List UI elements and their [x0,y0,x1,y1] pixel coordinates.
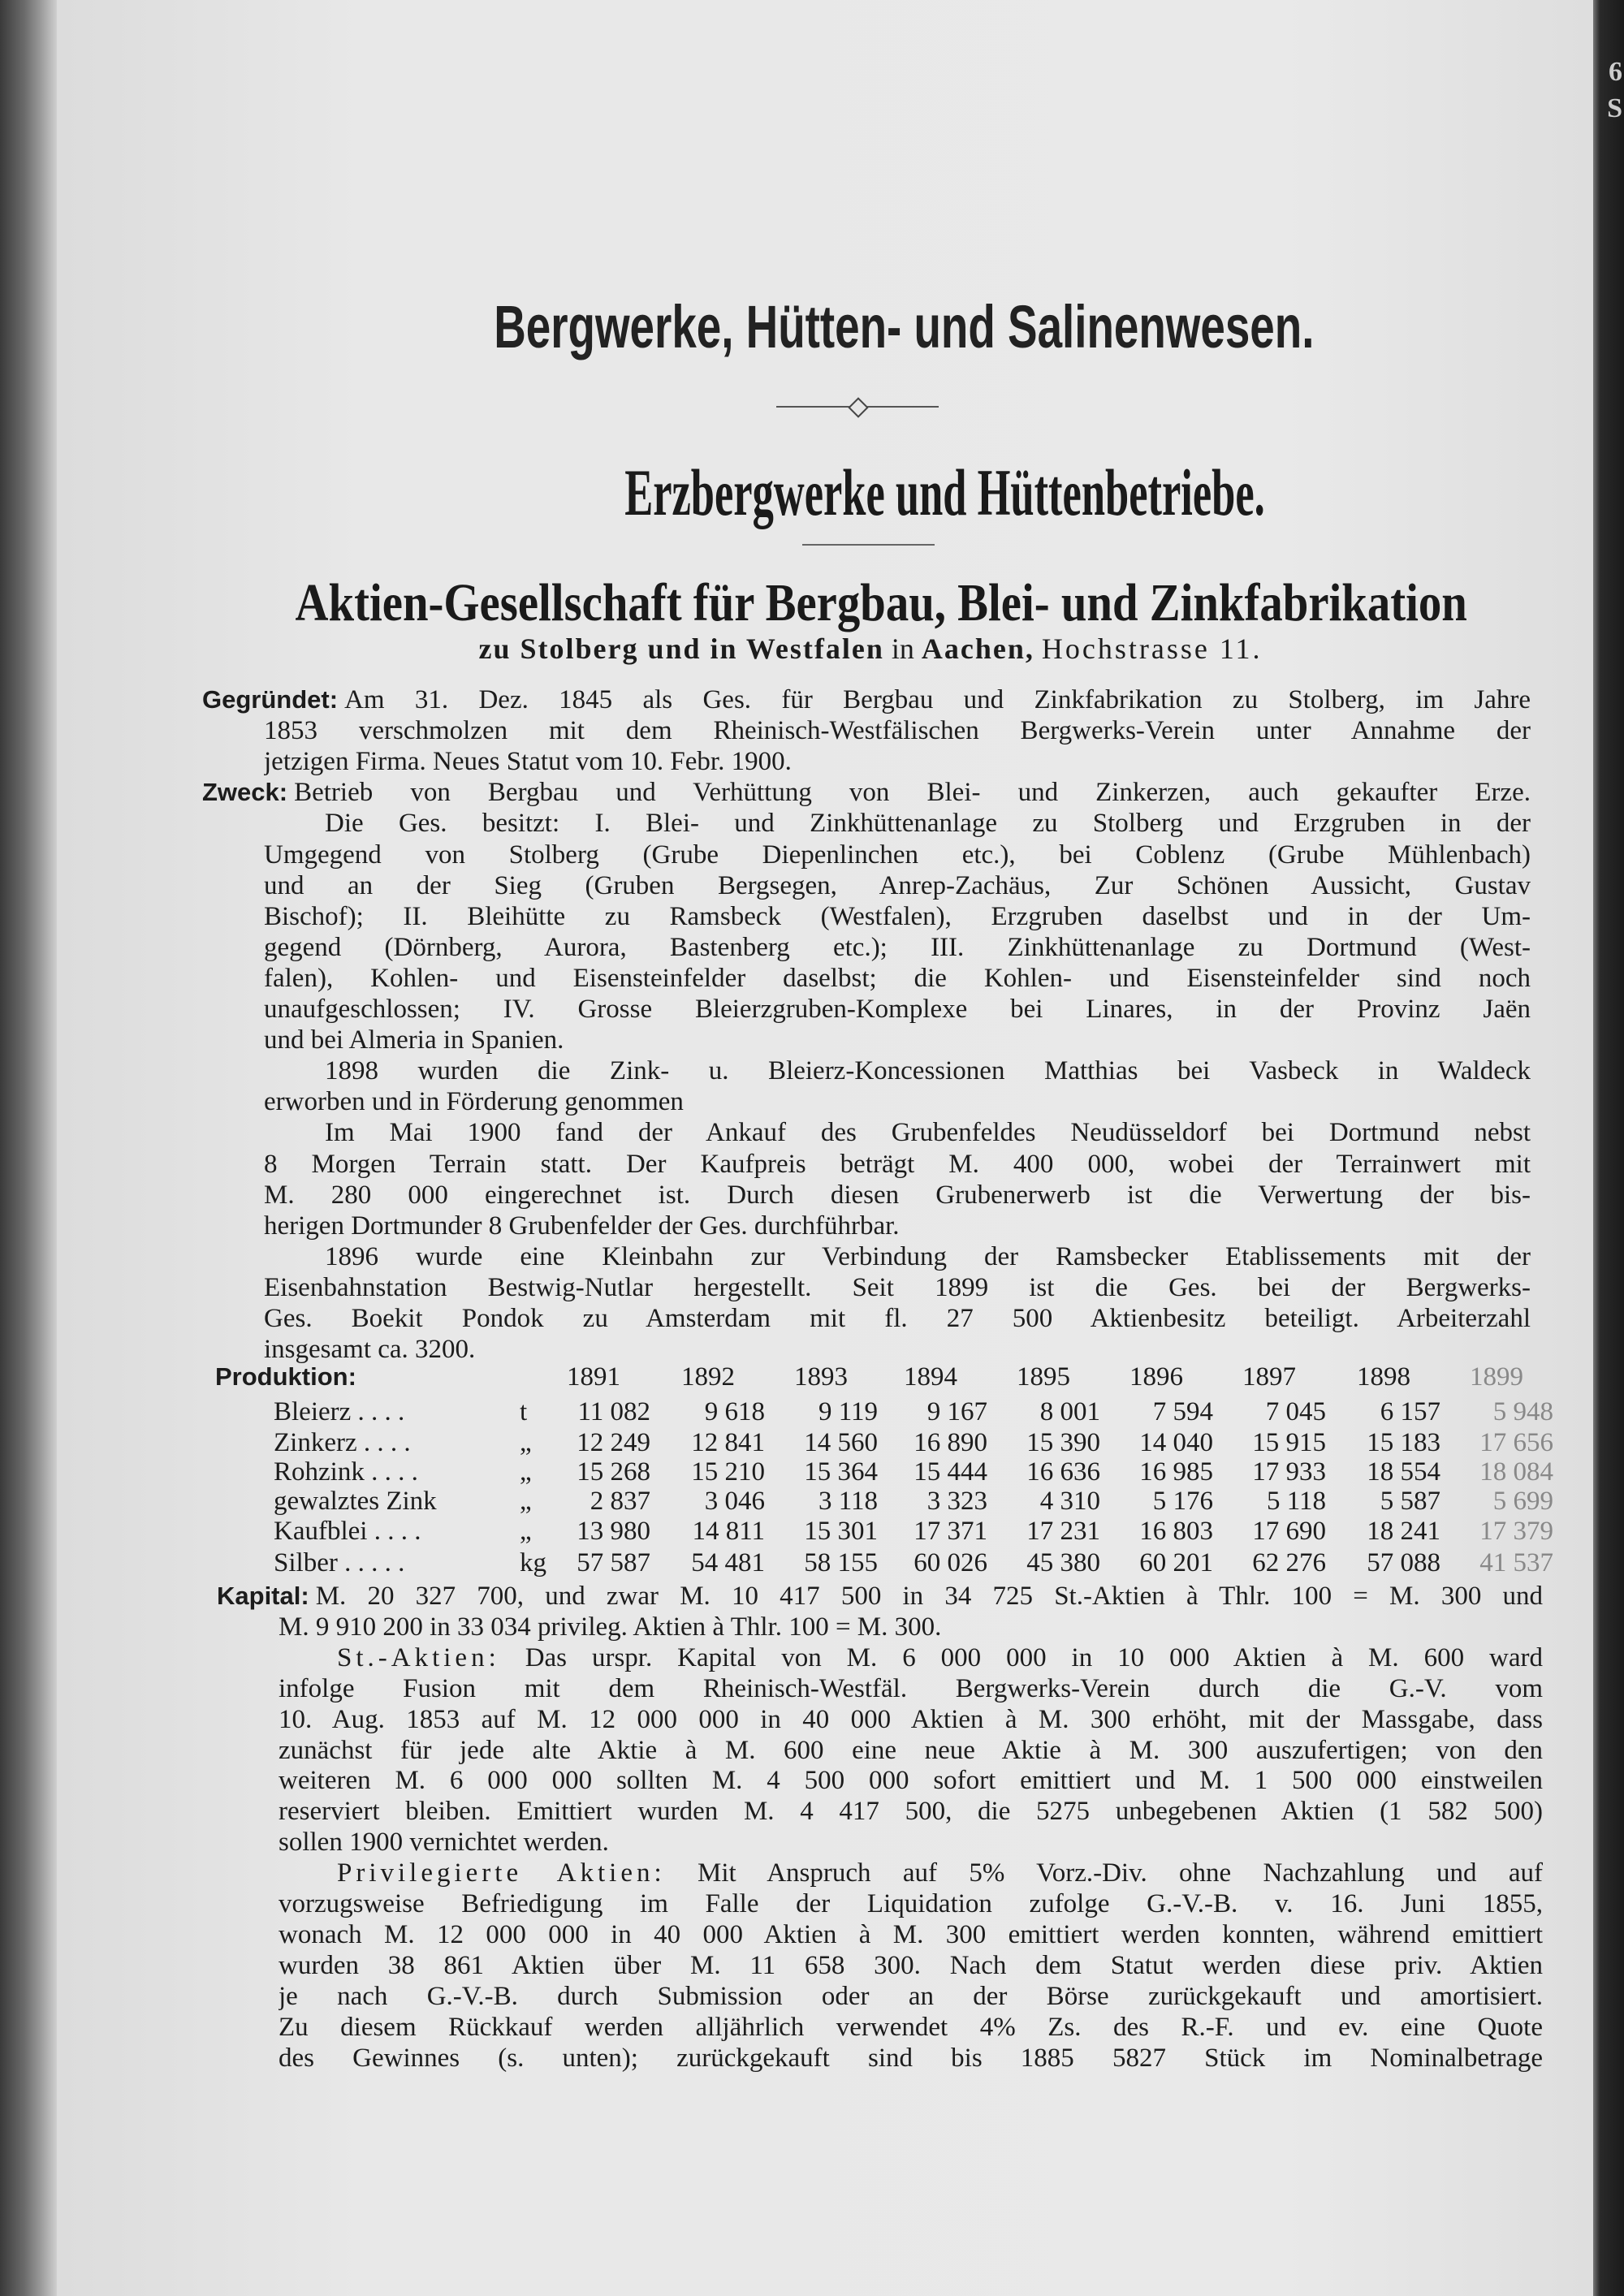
text-line [325,1117,1531,1148]
text-line [279,1612,1543,1642]
table-cell: 18 554 [1367,1457,1440,1487]
year-header: 1896 [1129,1362,1183,1392]
line-text: Die Ges. besitzt: I. Blei- und Zinkhüttenanlage zu Stolberg und Erzgruben in der [325,809,1531,839]
table-cell: 17 379 [1479,1517,1553,1546]
text-line [202,777,1531,808]
table-cell: 45 380 [1026,1548,1100,1577]
company-location [363,632,1378,666]
line-text: M. 9 910 200 in 33 034 privileg. Aktien à Thlr. 100 = M. 300. [279,1612,942,1642]
table-cell: 16 985 [1139,1457,1213,1487]
text-line [264,839,1531,870]
line-text: sollen 1900 vernichtet werden. [279,1828,609,1858]
line-text: Im Mai 1900 fand der Ankauf des Grubenfeldes Neudüsseldorf bei Dortmund nebst [325,1118,1531,1148]
table-cell: 17 371 [914,1517,987,1546]
table-cell: 9 167 [926,1397,987,1426]
line-text: vorzugsweise Befriedigung im Falle der Liquidation zufolge G.-V.-B. v. 16. Juni 1855, [279,1889,1543,1918]
table-cell: 60 201 [1139,1548,1213,1577]
table-cell: 13 980 [577,1517,650,1546]
margin-mark: 6 [1609,57,1622,87]
row-label: Kaufblei . . . . [274,1517,421,1546]
line-text: Eisenbahnstation Bestwig-Nutlar hergestellt. Seit 1899 ist die Ges. bei der Bergwerks- [264,1272,1531,1302]
text-line [264,1025,1531,1055]
line-text: Am 31. Dez. 1845 als Ges. für Bergbau und Zinkfabrikation zu Stolberg, im Jahre [344,685,1531,714]
table-cell: 9 119 [818,1397,878,1426]
text-line [264,1211,1531,1241]
line-text: M. 280 000 eingerechnet ist. Durch diesen Grubenerwerb ist die Verwertung der bis- [264,1180,1531,1210]
table-cell: 15 268 [577,1457,650,1487]
text-line [279,1981,1543,2012]
line-text: 1898 wurden die Zink- u. Bleierz-Koncessionen Matthias bei Vasbeck in Waldeck [325,1056,1531,1086]
right-page-edge [1593,0,1624,2296]
line-text: herigen Dortmunder 8 Grubenfelder der Ges. durchführbar. [264,1211,900,1241]
spaced-heading: St.-Aktien: [337,1642,500,1672]
section-title: Bergwerke, Hütten- und Salinenwesen. [494,293,1315,360]
field-label: Zweck: [202,778,288,807]
company-name: Aktien-Gesellschaft für Bergbau, Blei- und Zinkfabrikation [295,573,1467,632]
table-cell: 15 390 [1026,1428,1100,1457]
line-text: unaufgeschlossen; IV. Grosse Bleierzgruben-Komplexe bei Linares, in der Provinz Jaën [264,995,1531,1024]
text-line [337,1858,1543,1888]
line-text: infolge Fusion mit dem Rheinisch-Westfäl. Bergwerks-Verein durch die G.-V. vom [279,1673,1543,1703]
subsection-title: Erzbergwerke und Hüttenbetriebe. [624,455,1265,529]
line-text: des Gewinnes (s. unten); zurückgekauft sind bis 1885 5827 Stück im Nominalbetrage [279,2043,1543,2073]
field-label: Gegründet: [202,685,339,714]
text-line [264,746,1531,777]
year-header: 1895 [1017,1362,1070,1392]
text-line [264,932,1531,963]
table-cell: 16 636 [1026,1457,1100,1487]
location-prefix: zu Stolberg und in Westfalen [478,632,884,665]
table-cell: 5 118 [1266,1487,1326,1516]
table-cell: 14 040 [1139,1428,1213,1457]
table-cell: 5 587 [1380,1487,1440,1516]
row-unit: „ [520,1487,532,1516]
text-line [264,1334,1531,1365]
table-cell: 9 618 [704,1397,765,1426]
spaced-heading: Privilegierte Aktien: [337,1858,666,1888]
text-line [279,1765,1543,1796]
line-text: wonach M. 12 000 000 in 40 000 Aktien à M. 300 emittiert werden konnten, während emittiert [279,1919,1543,1949]
year-header: 1892 [681,1362,735,1392]
table-cell: 57 088 [1367,1548,1440,1577]
year-header: 1899 [1470,1362,1523,1392]
text-line [279,2043,1543,2074]
table-cell: 3 118 [818,1487,878,1516]
text-line [264,1149,1531,1180]
table-cell: 15 915 [1252,1428,1326,1457]
text-line [279,1735,1543,1766]
table-cell: 3 046 [704,1487,765,1516]
line-text: Bischof); II. Bleihütte zu Ramsbeck (Westfalen), Erzgruben daselbst und in der Um- [264,901,1531,931]
table-cell: 11 082 [577,1397,650,1426]
margin-mark: S [1607,93,1622,123]
line-text: 1896 wurde eine Kleinbahn zur Verbindung der Ramsbecker Etablissements mit der [325,1241,1531,1271]
text-line [264,1272,1531,1303]
address: Hochstrasse 11. [1041,632,1263,665]
text-line [279,1827,1543,1858]
text-line [202,684,1531,715]
table-cell: 18 241 [1367,1517,1440,1546]
table-cell: 54 481 [691,1548,765,1577]
row-unit: t [520,1397,528,1426]
line-text: Betrieb von Bergbau und Verhüttung von Blei- und Zinkerzen, auch gekaufter Erze. [294,778,1531,808]
table-cell: 60 026 [914,1548,987,1577]
table-cell: 2 837 [590,1487,650,1516]
line-text: Mit Anspruch auf 5% Vorz.-Div. ohne Nachzahlung und auf [698,1858,1543,1888]
text-line [264,963,1531,994]
table-cell: 58 155 [804,1548,878,1577]
table-cell: 15 183 [1367,1428,1440,1457]
text-line [279,2012,1543,2043]
text-line [337,1642,1543,1673]
table-cell: 7 594 [1152,1397,1213,1426]
row-label: Rohzink . . . . [274,1457,418,1487]
text-line [325,1055,1531,1086]
row-label: Zinkerz . . . . [274,1428,411,1457]
year-header: 1894 [904,1362,957,1392]
line-text: erworben und in Förderung genommen [264,1087,684,1117]
table-cell: 15 210 [691,1457,765,1487]
table-cell: 5 699 [1492,1487,1553,1516]
line-text: Umgegend von Stolberg (Grube Diepenlinchen etc.), bei Coblenz (Grube Mühlenbach) [264,839,1531,870]
table-cell: 5 948 [1492,1397,1553,1426]
table-cell: 15 364 [804,1457,878,1487]
text-line [264,1303,1531,1334]
table-cell: 17 690 [1252,1517,1326,1546]
location-in: in [891,632,914,665]
table-cell: 12 841 [691,1428,765,1457]
table-cell: 41 537 [1479,1548,1553,1577]
line-text: insgesamt ca. 3200. [264,1335,476,1365]
line-text: falen), Kohlen- und Eisensteinfelder daselbst; die Kohlen- und Eisensteinfelder sind noch [264,963,1531,993]
row-unit: „ [520,1428,532,1457]
text-line [264,715,1531,746]
line-text: 1853 verschmolzen mit dem Rheinisch-Westfälischen Bergwerks-Verein unter Annahme der [264,716,1531,746]
line-text: M. 20 327 700, und zwar M. 10 417 500 in 34 725 St.-Aktien à Thlr. 100 = M. 300 und [315,1582,1543,1611]
table-cell: 3 323 [926,1487,987,1516]
text-line [217,1581,1543,1612]
year-header: 1898 [1357,1362,1410,1392]
table-cell: 17 231 [1026,1517,1100,1546]
table-cell: 17 656 [1479,1428,1553,1457]
year-header: 1897 [1242,1362,1296,1392]
table-cell: 14 560 [804,1428,878,1457]
line-text: je nach G.-V.-B. durch Submission oder an der Börse zurückgekauft und amortisiert. [279,1981,1543,2011]
line-text: gegend (Dörnberg, Aurora, Bastenberg etc.); III. Zinkhüttenanlage zu Dortmund (West- [264,932,1531,962]
year-header: 1893 [794,1362,848,1392]
year-header: 1891 [567,1362,620,1392]
table-cell: 15 301 [804,1517,878,1546]
line-text: 8 Morgen Terrain statt. Der Kaufpreis beträgt M. 400 000, wobei der Terrainwert mit [264,1149,1531,1179]
text-line [264,994,1531,1025]
text-line [264,870,1531,901]
city: Aachen, [921,632,1034,665]
book-binding-edge [0,0,57,2296]
text-line [325,1241,1531,1272]
table-cell: 16 890 [914,1428,987,1457]
table-cell: 57 587 [577,1548,650,1577]
table-cell: 16 803 [1139,1517,1213,1546]
table-cell: 17 933 [1252,1457,1326,1487]
table-cell: 15 444 [914,1457,987,1487]
production-label: Produktion: [215,1362,356,1391]
text-line [325,808,1531,839]
line-text: Ges. Boekit Pondok zu Amsterdam mit fl. 27 500 Aktienbesitz beteiligt. Arbeiterzahl [264,1304,1531,1333]
line-text: wurden 38 861 Aktien über M. 11 658 300. Nach dem Statut werden diese priv. Aktien [279,1950,1543,1980]
text-line [264,1086,1531,1117]
text-line [279,1950,1543,1981]
text-line [279,1919,1543,1950]
divider-rule [802,544,935,546]
table-cell: 5 176 [1152,1487,1213,1516]
line-text: zunächst für jede alte Aktie à M. 600 eine neue Aktie à M. 300 auszufertigen; von den [279,1735,1543,1765]
line-text: Das urspr. Kapital von M. 6 000 000 in 10 000 Aktien à M. 600 ward [525,1642,1543,1672]
table-cell: 4 310 [1039,1487,1100,1516]
row-label: Silber . . . . . [274,1548,405,1577]
line-text: und an der Sieg (Gruben Bergsegen, Anrep-Zachäus, Zur Schönen Aussicht, Gustav [264,870,1531,900]
table-cell: 8 001 [1039,1397,1100,1426]
text-line [279,1673,1543,1704]
text-line [279,1796,1543,1827]
text-line [279,1704,1543,1735]
line-text: reserviert bleiben. Emittiert wurden M. 4 417 500, die 5275 unbegebenen Aktien (1 582 500) [279,1797,1543,1827]
table-cell: 18 084 [1479,1457,1553,1487]
line-text: und bei Almeria in Spanien. [264,1025,564,1055]
field-label: Kapital: [217,1582,309,1610]
line-text: 10. Aug. 1853 auf M. 12 000 000 in 40 000 Aktien à M. 300 erhöht, mit der Massgabe, dass [279,1704,1543,1734]
text-line [264,901,1531,932]
row-label: Bleierz . . . . [274,1397,405,1426]
line-text: weiteren M. 6 000 000 sollten M. 4 500 000 sofort emittiert und M. 1 500 000 einstweilen [279,1766,1543,1796]
text-line [264,1180,1531,1211]
row-unit: „ [520,1457,532,1487]
line-text: jetzigen Firma. Neues Statut vom 10. Febr. 1900. [264,747,792,777]
table-cell: 7 045 [1265,1397,1326,1426]
line-text: Zu diesem Rückkauf werden alljährlich verwendet 4% Zs. des R.-F. und ev. eine Quote [279,2012,1543,2042]
table-cell: 62 276 [1252,1548,1326,1577]
table-cell: 12 249 [577,1428,650,1457]
table-cell: 6 157 [1380,1397,1440,1426]
row-unit: „ [520,1517,532,1546]
text-line [279,1888,1543,1919]
row-unit: kg [520,1548,546,1577]
table-cell: 14 811 [692,1517,765,1546]
row-label: gewalztes Zink [274,1487,437,1516]
